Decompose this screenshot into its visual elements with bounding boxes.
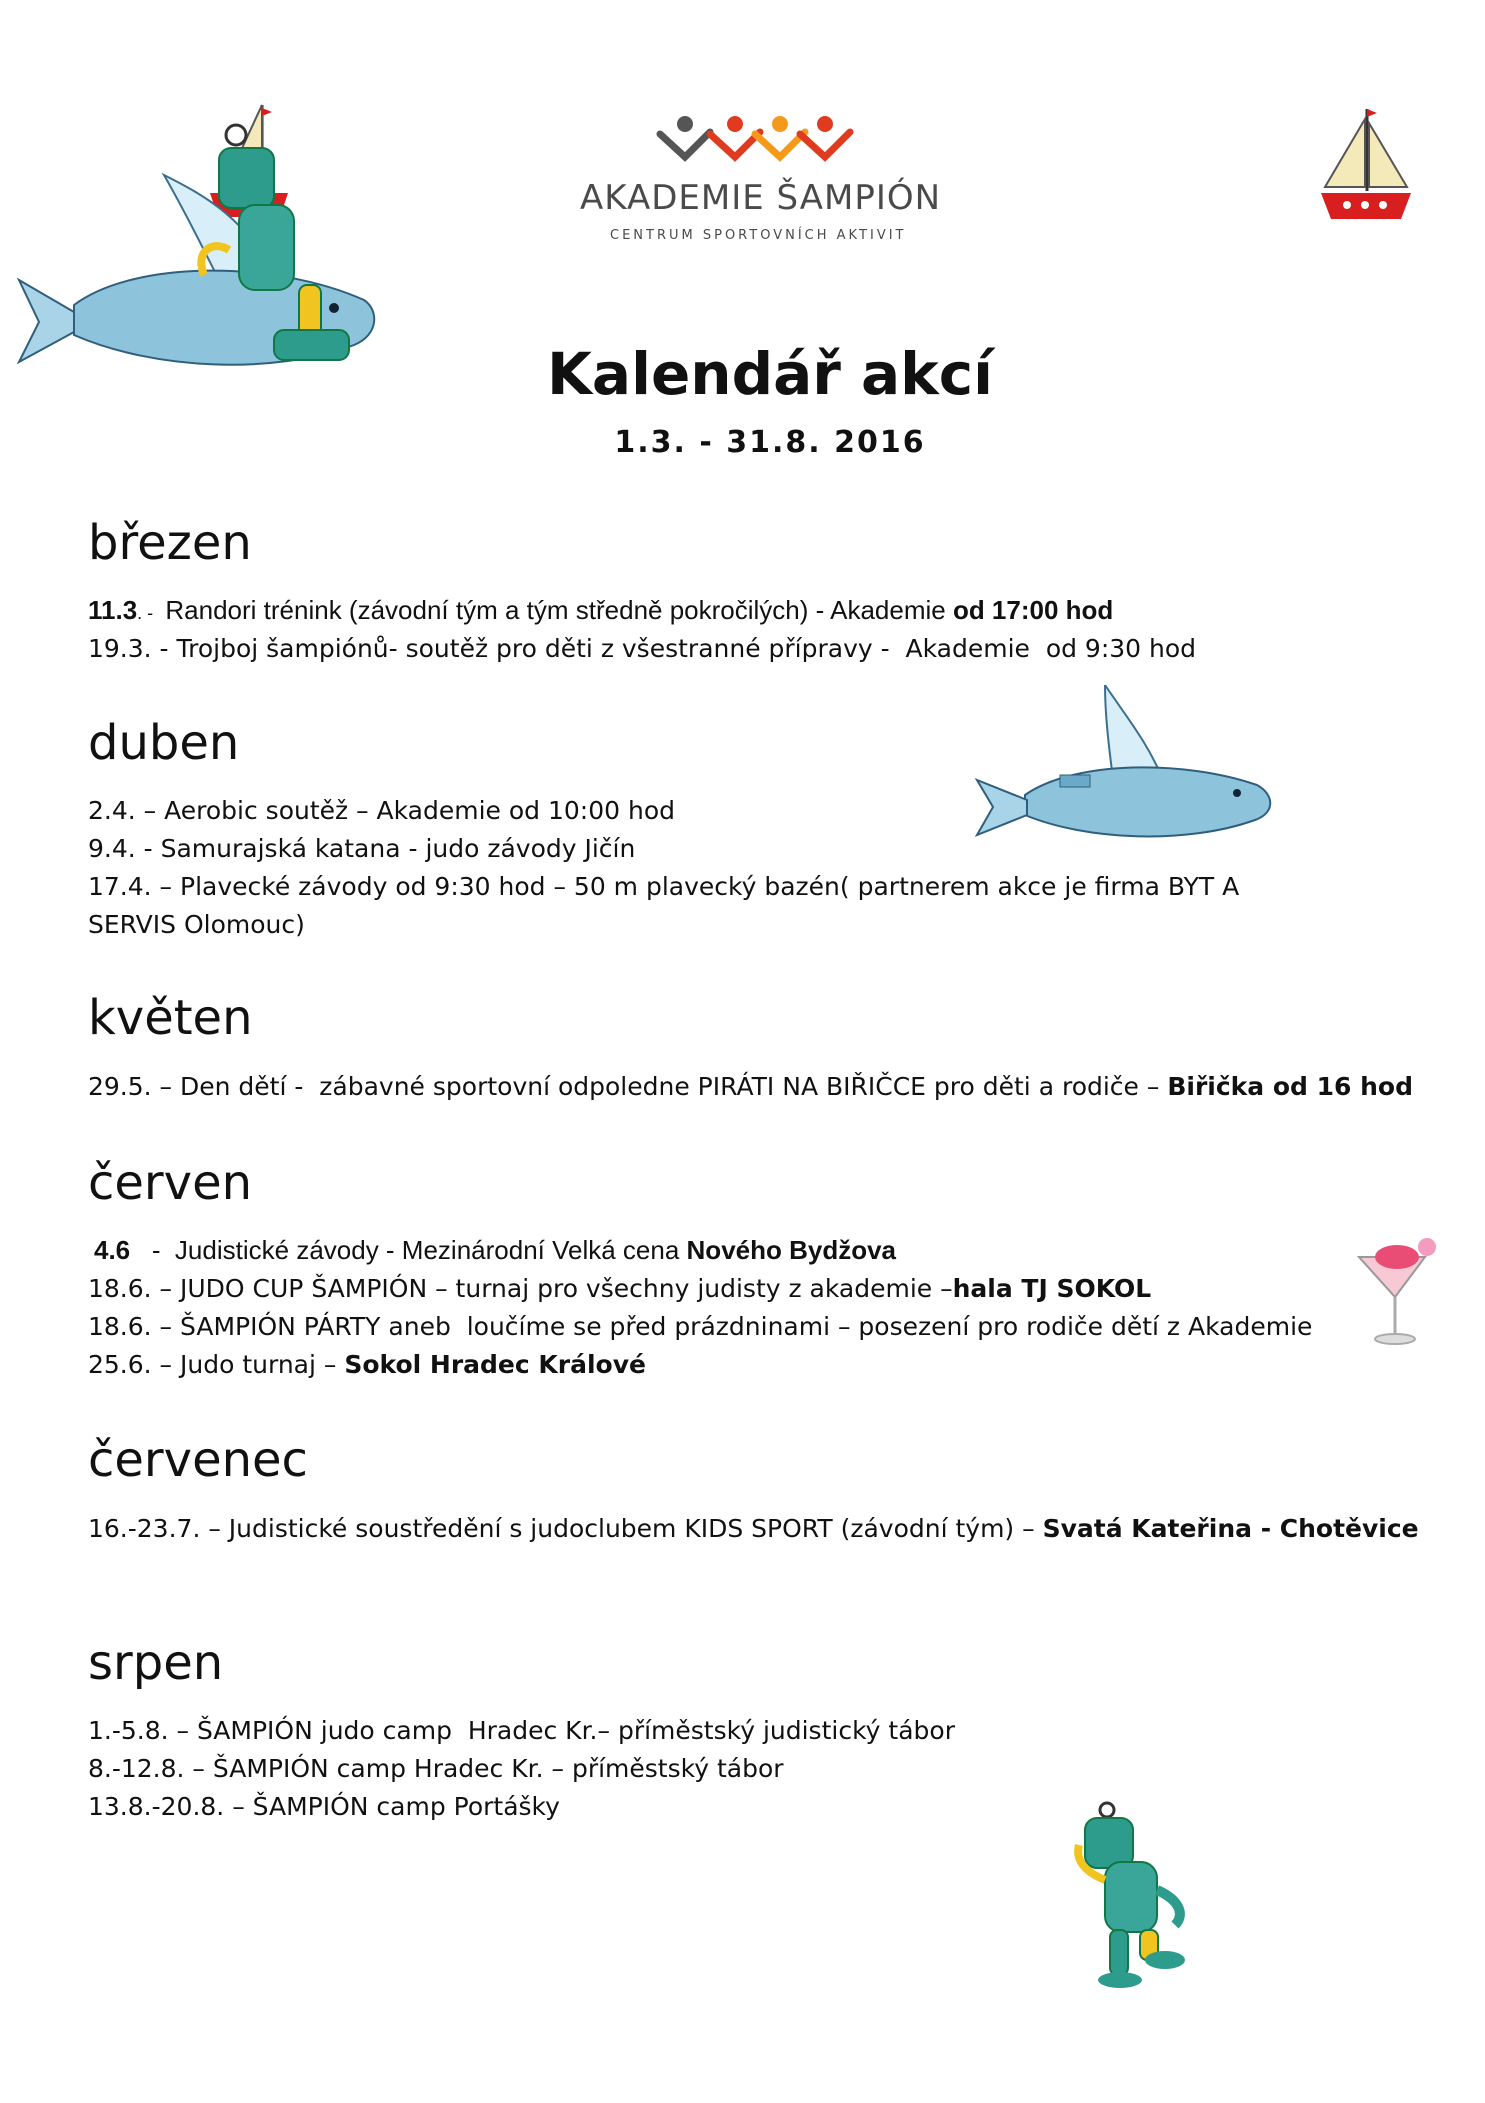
- event-line: 9.4. - Samurajská katana - judo závody Jičín: [88, 834, 636, 863]
- logo-name: AKADEMIE ŠAMPIÓN: [580, 178, 942, 218]
- event-line: SERVIS Olomouc): [88, 910, 305, 939]
- event-line: 19.3. - Trojboj šampiónů- soutěž pro děti z všestranné přípravy - Akademie od 9:30 hod: [88, 634, 1197, 663]
- sailboat-icon: [1315, 105, 1415, 225]
- month-heading: červenec: [88, 1432, 308, 1488]
- logo-tagline: CENTRUM SPORTOVNÍCH AKTIVIT: [610, 228, 907, 243]
- robot-clipart: [1065, 1800, 1215, 1990]
- cocktail-icon: [1355, 1235, 1450, 1350]
- month-heading: červen: [88, 1155, 253, 1211]
- event-line: 8.-12.8. – ŠAMPIÓN camp Hradec Kr. – příměstský tábor: [88, 1754, 784, 1783]
- event-line: 25.6. – Judo turnaj – Sokol Hradec Králové: [88, 1350, 646, 1379]
- logo-figures-icon: [655, 112, 855, 172]
- event-line: 18.6. – JUDO CUP ŠAMPIÓN – turnaj pro všechny judisty z akademie –hala TJ SOKOL: [88, 1274, 1152, 1303]
- event-line: 18.6. – ŠAMPIÓN PÁRTY aneb loučíme se před prázdninami – posezení pro rodiče dětí z Akademie: [88, 1312, 1313, 1341]
- event-line: 16.-23.7. – Judistické soustředění s judoclubem KIDS SPORT (závodní tým) – Svatá Kateřina - Chotěvice: [88, 1514, 1419, 1543]
- event-line: 2.4. – Aerobic soutěž – Akademie od 10:00 hod: [88, 796, 675, 825]
- event-line: 1.-5.8. – ŠAMPIÓN judo camp Hradec Kr.– příměstský judistický tábor: [88, 1716, 955, 1745]
- event-line: 13.8.-20.8. – ŠAMPIÓN camp Portášky: [88, 1792, 560, 1821]
- month-heading: duben: [88, 715, 240, 771]
- event-line: 11.3. - Randori trénink (závodní tým a tým středně pokročilých) - Akademie od 17:00 hod: [88, 595, 1114, 625]
- event-line: 4.6 - Judistické závody - Mezinárodní Velká cena Nového Bydžova: [94, 1235, 897, 1265]
- month-heading: srpen: [88, 1635, 224, 1691]
- event-line: 17.4. – Plavecké závody od 9:30 hod – 50 m plavecký bazén( partnerem akce je firma BYT A: [88, 872, 1240, 901]
- month-heading: květen: [88, 990, 253, 1046]
- page-title: Kalendář akcí: [546, 340, 994, 408]
- event-line: 29.5. – Den dětí - zábavné sportovní odpoledne PIRÁTI NA BIŘIČCE pro děti a rodiče – Biřička od 16 hod: [88, 1072, 1414, 1101]
- month-heading: březen: [88, 515, 252, 571]
- date-range: 1.3. - 31.8. 2016: [614, 425, 926, 460]
- fish-icon: [975, 685, 1275, 850]
